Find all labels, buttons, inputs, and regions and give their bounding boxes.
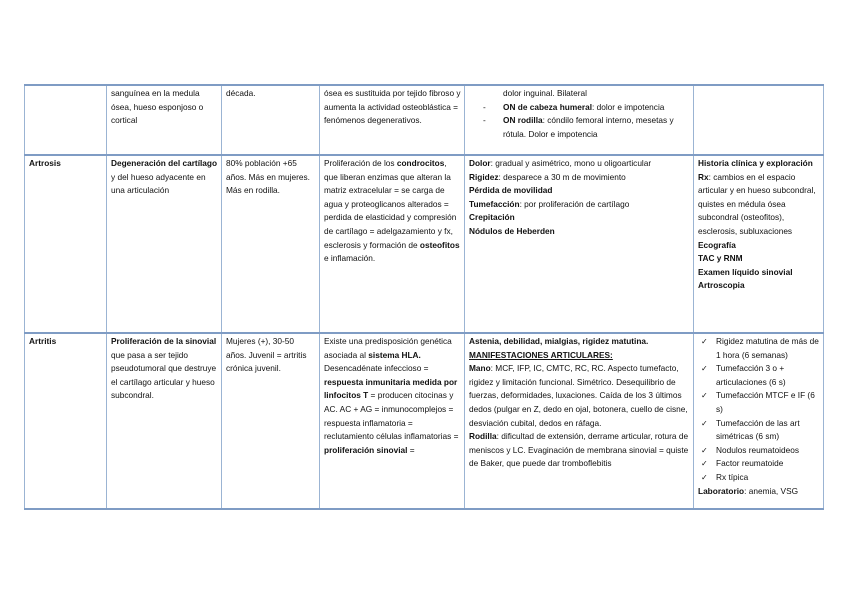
- cell-diagnosis: ✓ Rigidez matutina de más de 1 hora (6 semanas) ✓ Tumefacción 3 o + articulaciones (6 s) ✓ Tumefacción MTCF e IF (6 s) ✓ Tumefacción de las art simétricas (6 sm) ✓ Nodulos reumatoideos ✓ Factor reumatoide ✓ Rx típica Laboratorio: anemia, VSG: [694, 333, 824, 509]
- cell-definition: Proliferación de la sinovial que pasa a ser tejido pseudotumoral que destruye el cartílago articular y hueso subcondral.: [107, 333, 222, 509]
- cell-epidemiology: década.: [222, 85, 320, 155]
- cell-pathogenesis: ósea es sustituida por tejido fibroso y aumenta la actividad osteoblástica = fenómenos degenerativos.: [320, 85, 465, 155]
- disease-name: Artrosis: [25, 155, 107, 333]
- cell-clinical: Astenia, debilidad, mialgias, rigidez matutina. MANIFESTACIONES ARTICULARES: Mano: MCF, IFP, IC, CMTC, RC, RC. Aspecto tumefacto, rigidez y limitación funcional. Simétrico. Desequilibrio de fuerzas, deformidades, luxaciones. Caída de los 3 últimos dedos (pulgar en Z, dedo en ojal, botonera, cuello de cisne, desviación cubital, dedos en ráfaga. Rodilla: dificultad de extensión, derrame articular, rotura de meniscos y LC. Evaginación de membrana sinovial = quiste de Baker, que puede dar tromboflebitis: [465, 333, 694, 509]
- disease-table: [24, 84, 824, 510]
- list-item: - ON rodilla: cóndilo femoral interno, mesetas y rótula. Dolor e impotencia: [483, 114, 690, 141]
- check-item: ✓ Tumefacción 3 o + articulaciones (6 s): [698, 362, 820, 389]
- check-item: ✓ Nodulos reumatoideos: [698, 444, 820, 458]
- check-item: ✓ Tumefacción MTCF e IF (6 s): [698, 389, 820, 416]
- cell-diagnosis: [694, 85, 824, 155]
- cell-definition: sanguínea en la medula ósea, hueso esponjoso o cortical: [107, 85, 222, 155]
- table-row-artrosis: [25, 155, 824, 333]
- cell-empty: [25, 85, 107, 155]
- check-item: ✓ Tumefacción de las art simétricas (6 sm): [698, 417, 820, 444]
- cell-epidemiology: 80% población +65 años. Más en mujeres. Más en rodilla.: [222, 155, 320, 333]
- cell-pathogenesis: Existe una predisposición genética asociada al sistema HLA. Desencadénate infeccioso = respuesta inmunitaria medida por linfocitos T = producen citocinas y AC. AC + AG = inmunocomplejos = respuesta inflamatoria = reclutamiento células inflamatorias = proliferación sinovial =: [320, 333, 465, 509]
- list-item: - ON de cabeza humeral: dolor e impotencia: [483, 101, 690, 115]
- cell-clinical: [465, 85, 694, 155]
- disease-name: Artritis: [25, 333, 107, 509]
- cell-clinical: Dolor: gradual y asimétrico, mono u oligoarticular Rigidez: desparece a 30 m de movimiento Pérdida de movilidad Tumefacción: por proliferación de cartílago Crepitación Nódulos de Heberden: [465, 155, 694, 333]
- cell-pathogenesis: Proliferación de los condrocitos, que liberan enzimas que alteran la matriz extracelular = se carga de agua y proteoglicanos alterados = perdida de elasticidad y compresión de cartílago = adelgazamiento y fx, esclerosis y formación de osteofitos e inflamación.: [320, 155, 465, 333]
- cell-epidemiology: Mujeres (+), 30-50 años. Juvenil = artritis crónica juvenil.: [222, 333, 320, 509]
- cell-definition: Degeneración del cartílago y del hueso adyacente en una articulación: [107, 155, 222, 333]
- table-row-artritis: [25, 333, 824, 509]
- table-row-previous: [25, 85, 824, 155]
- check-item: ✓ Rigidez matutina de más de 1 hora (6 semanas): [698, 335, 820, 362]
- list-item: dolor inguinal. Bilateral: [503, 88, 587, 98]
- check-item: ✓ Rx típica: [698, 471, 820, 485]
- cell-diagnosis: Historia clínica y exploración Rx: cambios en el espacio articular y en hueso subcondral, quistes en médula ósea subcondral (osteofitos), esclerosis, subluxaciones Ecografía TAC y RNM Examen líquido sinovial Artroscopia: [694, 155, 824, 333]
- check-item: ✓ Factor reumatoide: [698, 457, 820, 471]
